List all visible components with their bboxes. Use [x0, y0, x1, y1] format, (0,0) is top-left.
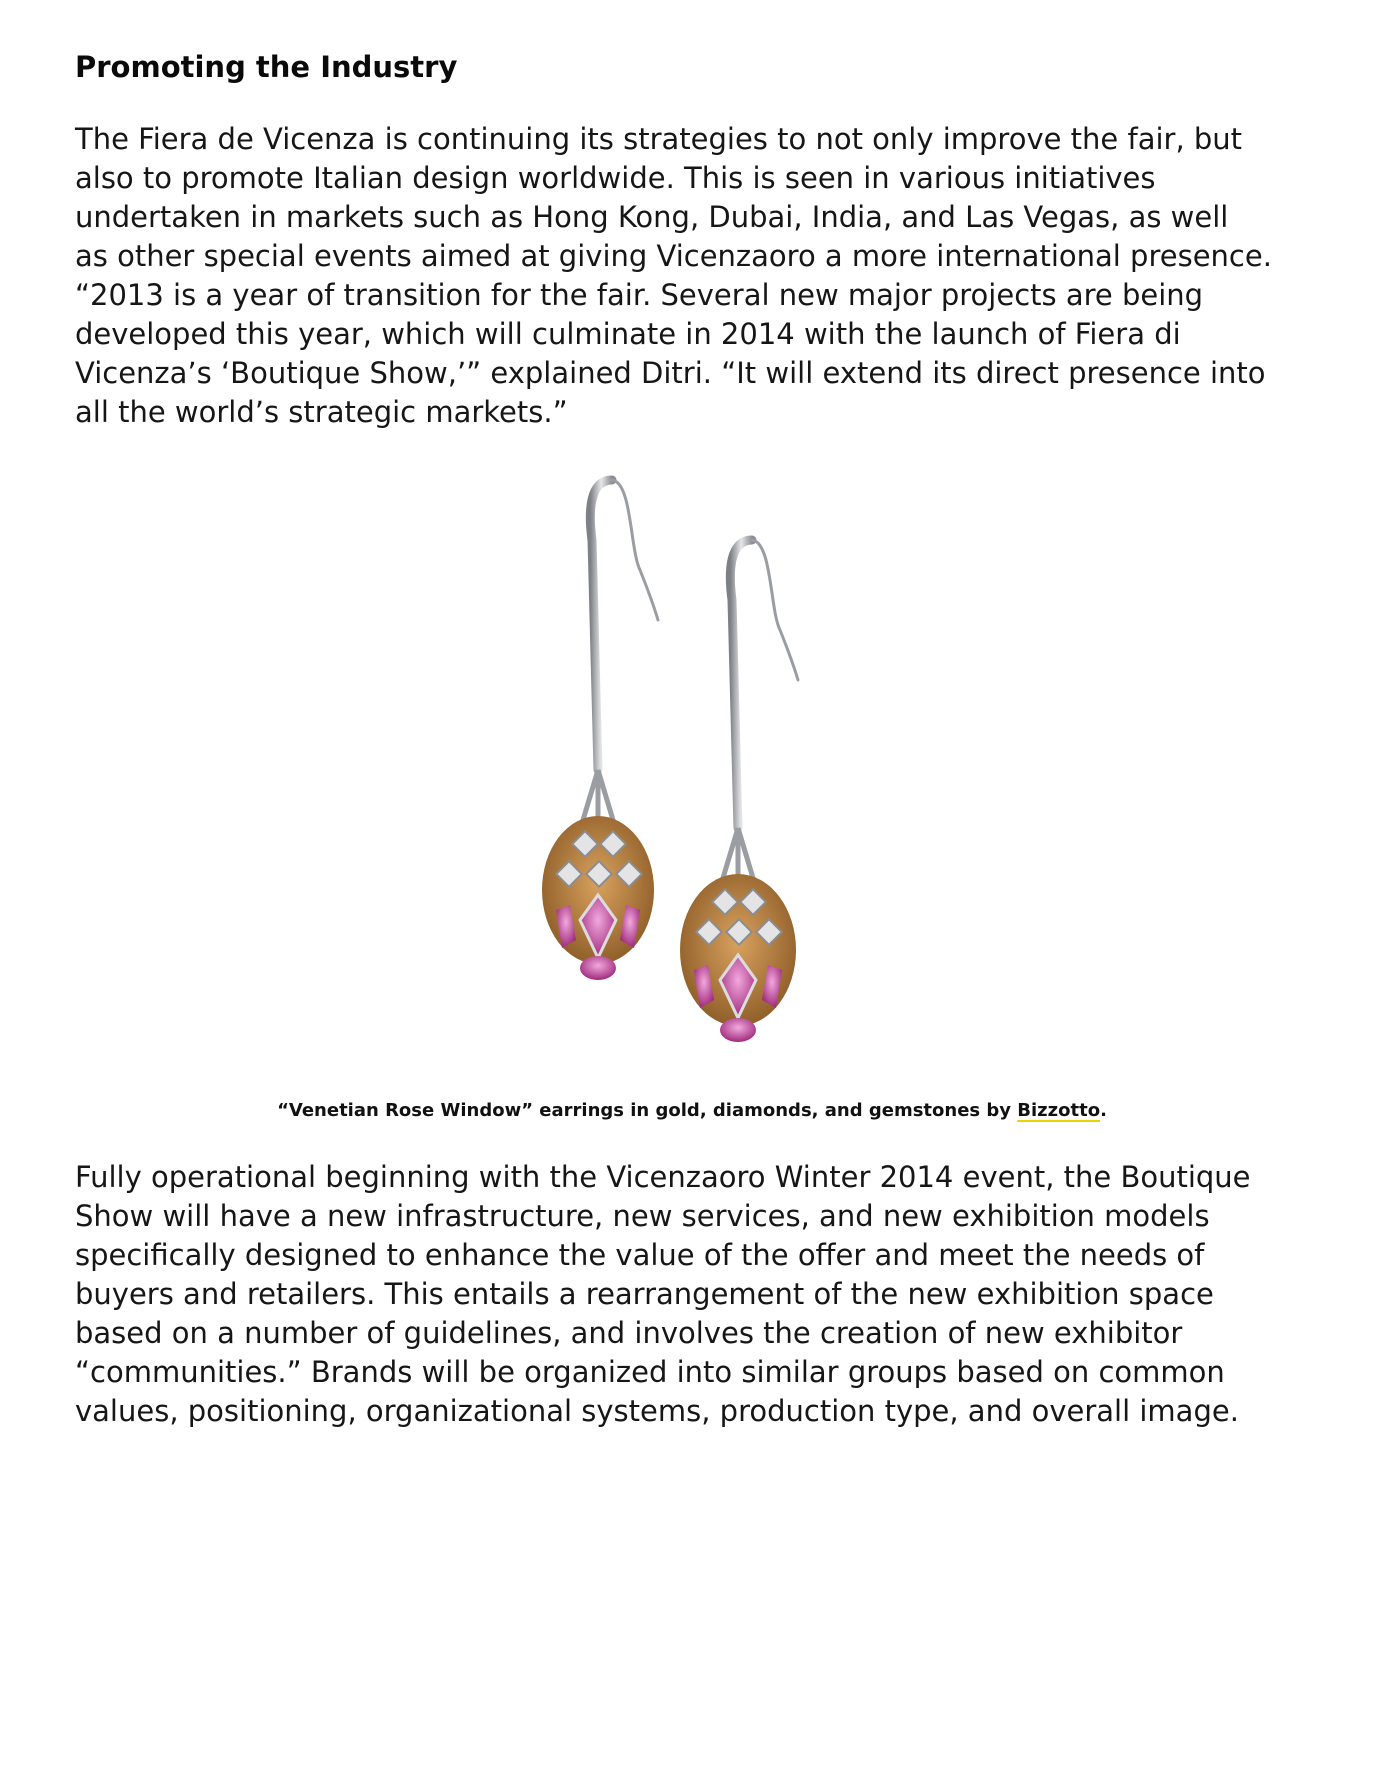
- caption-end: .: [1100, 1100, 1107, 1121]
- paragraph-1-line: The Fiera de Vicenza is continuing its strategies to not only improve the fair, but: [75, 122, 1243, 156]
- section-heading: Promoting the Industry: [75, 50, 458, 84]
- paragraph-1: [75, 120, 1335, 432]
- left-earring: [542, 480, 658, 980]
- paragraph-2-line: “communities.” Brands will be organized into similar groups based on common: [75, 1355, 1225, 1389]
- right-earring: [680, 540, 798, 1042]
- paragraph-2-line: values, positioning, organizational systems, production type, and overall image.: [75, 1394, 1239, 1428]
- caption-text: “Venetian Rose Window” earrings in gold, diamonds, and gemstones by: [277, 1100, 1018, 1121]
- paragraph-2-line: Fully operational beginning with the Vicenzaoro Winter 2014 event, the Boutique: [75, 1160, 1251, 1194]
- paragraph-1-line: developed this year, which will culminate in 2014 with the launch of Fiera di: [75, 317, 1181, 351]
- paragraph-2-line: based on a number of guidelines, and involves the creation of new exhibitor: [75, 1316, 1183, 1350]
- paragraph-1-line: Vicenza’s ‘Boutique Show,’” explained Ditri. “It will extend its direct presence into: [75, 356, 1266, 390]
- paragraph-2-line: Show will have a new infrastructure, new services, and new exhibition models: [75, 1199, 1210, 1233]
- paragraph-1-line: “2013 is a year of transition for the fair. Several new major projects are being: [75, 278, 1204, 312]
- paragraph-1-line: as other special events aimed at giving Vicenzaoro a more international presence.: [75, 239, 1272, 273]
- earrings-photo: [520, 470, 880, 1070]
- brand-link[interactable]: Bizzotto: [1017, 1100, 1101, 1121]
- image-caption: [0, 1100, 1384, 1121]
- paragraph-1-line: all the world’s strategic markets.”: [75, 395, 568, 429]
- paragraph-2: [75, 1158, 1335, 1431]
- paragraph-1-line: also to promote Italian design worldwide. This is seen in various initiatives: [75, 161, 1156, 195]
- paragraph-2-line: specifically designed to enhance the value of the offer and meet the needs of: [75, 1238, 1205, 1272]
- paragraph-2-line: buyers and retailers. This entails a rearrangement of the new exhibition space: [75, 1277, 1214, 1311]
- paragraph-1-line: undertaken in markets such as Hong Kong, Dubai, India, and Las Vegas, as well: [75, 200, 1229, 234]
